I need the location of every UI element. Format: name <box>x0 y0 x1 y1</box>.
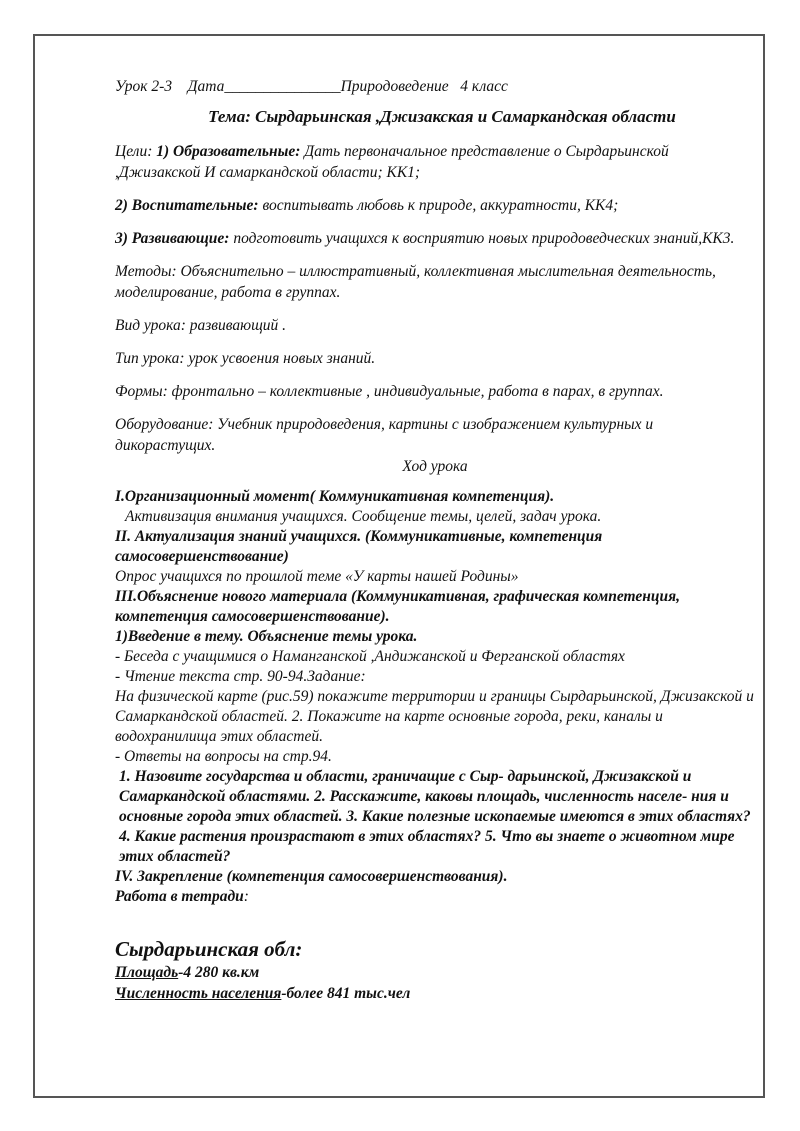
stage-3-item-conversation: - Беседа с учащимися о Наманганской ,Андижанской и Ферганской областях <box>115 648 625 665</box>
lesson-forms: Формы: фронтально – коллективные , индивидуальные, работа в парах, в группах. <box>115 383 664 400</box>
goal-developing <box>115 228 755 249</box>
stage-1-title: I.Организационный момент( Коммуникативная компетенция). <box>115 488 555 505</box>
population-label: Численность населения <box>115 985 282 1002</box>
goal-educational-title: 1) Образовательные: <box>156 143 301 160</box>
area-value: -4 280 кв.км <box>178 964 260 981</box>
goal-educational-text: Дать первоначальное представление о Сырдарьинской ,Джизакской И самаркандской области; КК1; <box>115 143 669 181</box>
stage-3-subtitle: 1)Введение в тему. Объяснение темы урока. <box>115 628 418 645</box>
goal-upbringing-text: воспитывать любовь к природе, аккуратности, КК4; <box>258 197 619 214</box>
stage-1-text: Активизация внимания учащихся. Сообщение темы, целей, задач урока. <box>125 508 602 525</box>
stage-4-colon: : <box>243 888 249 905</box>
goal-upbringing-title: 2) Воспитательные: <box>115 197 259 214</box>
equipment: Оборудование: Учебник природоведения, картины с изображением культурных и дикорастущих. <box>115 416 654 454</box>
lesson-header <box>115 76 755 97</box>
grade-label: 4 класс <box>460 78 508 95</box>
document-body <box>115 76 755 1004</box>
stage-3-item-reading: - Чтение текста стр. 90-94.Задание: <box>115 668 366 685</box>
stage-2-title: II. Актуализация знаний учащихся. (Коммуникативные, компетенция самосовершенствование) <box>115 528 603 565</box>
area-label: Площадь <box>115 964 179 981</box>
goal-developing-text: подготовить учащихся к восприятию новых природоведческих знаний,КК3. <box>229 230 735 247</box>
goals-label: Цели: <box>115 143 157 160</box>
goal-upbringing <box>115 195 755 216</box>
goal-developing-title: 3) Развивающие: <box>115 230 230 247</box>
lesson-course <box>115 487 755 907</box>
stage-3-task: На физической карте (рис.59) покажите территории и границы Сырдарьинской, Джизакской и Самаркандской областей. 2. Покажите на карте основные города, реки, каналы и водохранилища этих областей. <box>115 688 754 745</box>
stage-2-text: Опрос учащихся по прошлой теме «У карты нашей Родины» <box>115 568 519 585</box>
methods: Методы: Объяснительно – иллюстративный, коллективная мыслительная деятельность, моделирование, работа в группах. <box>115 263 716 301</box>
region-title: Сырдарьинская обл: <box>115 937 303 961</box>
date-label: Дата <box>187 78 225 95</box>
stage-4-work: Работа в тетради <box>115 888 244 905</box>
population-value: -более 841 тыс.чел <box>281 985 411 1002</box>
lesson-topic: Тема: Сырдарьинская ,Джизакская и Самаркандская области <box>208 107 676 126</box>
stage-3-title: III.Объяснение нового материала (Коммуникативная, графическая компетенция, компетенция самосовершенствование). <box>115 588 680 625</box>
goal-educational <box>115 141 755 183</box>
course-title: Ход урока <box>402 458 468 475</box>
region-area <box>115 962 755 983</box>
date-blank: _______________ <box>224 78 341 95</box>
subject-name: Природоведение <box>340 78 449 95</box>
stage-3-questions: 1. Назовите государства и области, граничащие с Сыр- дарьинской, Джизакской и Самаркандской областями. 2. Расскажите, каковы площадь, численность населе- ния и основные города этих областей. 3. Какие полезные ископаемые имеются в этих областях? 4. Какие растения произрастают в этих областях? 5. Что вы знаете о животном мире этих областей? <box>119 768 751 865</box>
stage-4-title: IV. Закрепление (компетенция самосовершенствования). <box>115 868 508 885</box>
lesson-type: Тип урока: урок усвоения новых знаний. <box>115 350 376 367</box>
region-population <box>115 983 755 1004</box>
stage-3-item-answers: - Ответы на вопросы на стр.94. <box>115 748 332 765</box>
lesson-number: Урок 2-3 <box>115 78 173 95</box>
lesson-kind: Вид урока: развивающий . <box>115 317 287 334</box>
